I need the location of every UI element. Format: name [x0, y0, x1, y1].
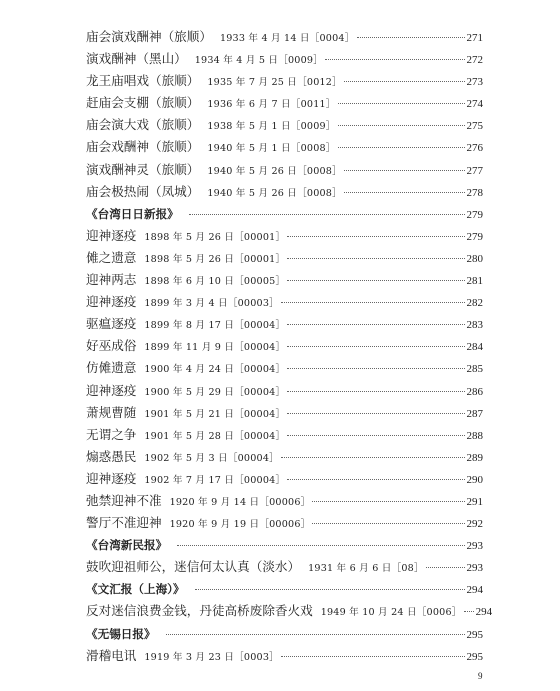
- entry-date: 1900 年 4 月 24 日［00004］: [144, 364, 286, 376]
- entry-date: 1899 年 8 月 17 日［00004］: [144, 320, 286, 332]
- dot-leader: [166, 634, 465, 635]
- entry-page-number: 289: [466, 451, 483, 464]
- entry-page-number: 286: [466, 385, 483, 398]
- entry-page-number: 282: [466, 297, 483, 310]
- toc-section-heading: [86, 534, 483, 556]
- dot-leader: [287, 280, 464, 281]
- dot-leader: [287, 236, 464, 237]
- entry-page-number: 285: [466, 363, 483, 376]
- entry-date: 1902 年 5 月 3 日［00004］: [144, 452, 279, 464]
- dot-leader: [464, 611, 474, 612]
- entry-page-number: 291: [466, 495, 483, 508]
- entry-date: 1898 年 5 月 26 日［00001］: [144, 231, 286, 243]
- toc-entry: [86, 92, 483, 114]
- dot-leader: [325, 59, 464, 60]
- entry-page-number: 271: [466, 32, 483, 44]
- dot-leader: [281, 457, 465, 458]
- toc-section-heading: [86, 578, 483, 600]
- section-title: 《无锡日报》: [86, 626, 156, 641]
- entry-date: 1898 年 5 月 26 日［00001］: [144, 253, 286, 265]
- toc-entry: [86, 490, 483, 512]
- toc-entry: [86, 402, 483, 424]
- entry-page-number: 295: [466, 628, 483, 641]
- entry-page-number: 272: [466, 54, 483, 67]
- entry-page-number: 284: [466, 341, 483, 354]
- entry-date: 1901 年 5 月 28 日［00004］: [144, 430, 286, 442]
- dot-leader: [344, 192, 465, 193]
- dot-leader: [338, 125, 465, 126]
- entry-date: 1938 年 5 月 1 日［0009］: [207, 121, 336, 133]
- entry-title: 龙王庙唱戏（旅顺）: [86, 73, 200, 89]
- entry-date: 1920 年 9 月 14 日［00006］: [169, 496, 311, 508]
- toc-entry: [86, 181, 483, 203]
- entry-title: 迎神逐疫: [86, 227, 137, 243]
- entry-page-number: 278: [466, 186, 483, 199]
- dot-leader: [281, 656, 465, 657]
- toc-entry: [86, 380, 483, 402]
- entry-date: 1936 年 6 月 7 日［0011］: [207, 99, 336, 111]
- dot-leader: [287, 346, 464, 347]
- entry-title: 迎神逐疫: [86, 382, 137, 398]
- entry-title: 傩之遗意: [86, 249, 137, 265]
- entry-title: 萧规曹随: [86, 404, 137, 420]
- entry-date: 1940 年 5 月 26 日［0008］: [207, 165, 342, 177]
- toc-entry: [86, 159, 483, 181]
- entry-date: 1900 年 5 月 29 日［00004］: [144, 386, 286, 398]
- toc-section-heading: [86, 623, 483, 645]
- entry-date: 1935 年 7 月 25 日［0012］: [207, 77, 342, 89]
- dot-leader: [287, 479, 464, 480]
- dot-leader: [189, 214, 465, 215]
- entry-title: 警厅不准迎神: [86, 515, 162, 531]
- dot-leader: [344, 81, 465, 82]
- entry-date: 1949 年 10 月 24 日［0006］: [320, 607, 462, 619]
- toc-entry: [86, 335, 483, 357]
- table-of-contents: [86, 26, 493, 667]
- toc-entry: [86, 357, 483, 379]
- entry-title: 煽惑愚民: [86, 448, 137, 464]
- entry-title: 无谓之争: [86, 426, 137, 442]
- entry-date: 1934 年 4 月 5 日［0009］: [194, 55, 324, 67]
- toc-entry: [86, 48, 483, 70]
- toc-entry: [86, 70, 483, 92]
- toc-entry: [86, 313, 483, 335]
- entry-title: 滑稽电讯: [86, 647, 137, 663]
- entry-title: 迎神逐疫: [86, 470, 137, 486]
- dot-leader: [312, 523, 464, 524]
- entry-page-number: 273: [466, 76, 483, 89]
- dot-leader: [426, 567, 465, 568]
- entry-date: 1931 年 6 月 6 日［08］: [308, 563, 424, 575]
- entry-page-number: 287: [466, 407, 483, 420]
- dot-leader: [357, 37, 465, 38]
- entry-date: 1940 年 5 月 26 日［0008］: [207, 187, 342, 199]
- entry-title: 好巫成俗: [86, 338, 137, 354]
- entry-title: 庙会演戏酬神（旅顺）: [86, 29, 212, 44]
- entry-page-number: 274: [466, 98, 483, 111]
- section-title: 《台湾新民报》: [86, 538, 168, 553]
- toc-entry: [86, 556, 483, 578]
- dot-leader: [195, 589, 465, 590]
- dot-leader: [287, 368, 464, 369]
- dot-leader: [287, 391, 464, 392]
- entry-title: 仿傩遗意: [86, 360, 137, 376]
- toc-entry: [86, 468, 483, 490]
- entry-page-number: 276: [466, 142, 483, 155]
- section-title: 《文汇报（上海）》: [86, 582, 185, 597]
- entry-page-number: 293: [466, 540, 483, 553]
- dot-leader: [287, 258, 464, 259]
- toc-entry: [86, 114, 483, 136]
- dot-leader: [338, 103, 465, 104]
- dot-leader: [287, 413, 464, 414]
- entry-title: 鼓吹迎祖师公，迷信何太认真（淡水）: [86, 559, 301, 575]
- entry-page-number: 277: [466, 164, 483, 177]
- toc-entry: [86, 26, 483, 48]
- entry-page-number: 283: [466, 319, 483, 332]
- toc-entry: [86, 446, 483, 468]
- dot-leader: [287, 324, 464, 325]
- toc-entry: [86, 291, 483, 313]
- toc-entry: [86, 225, 483, 247]
- toc-entry: [86, 645, 483, 667]
- entry-date: 1920 年 9 月 19 日［00006］: [169, 519, 311, 531]
- entry-page-number: 279: [466, 230, 483, 243]
- entry-page-number: 295: [466, 650, 483, 663]
- entry-title: 演戏酬神灵（旅顺）: [86, 161, 200, 177]
- dot-leader: [177, 545, 464, 546]
- entry-title: 庙会戏酬神（旅顺）: [86, 139, 200, 155]
- entry-page-number: 288: [466, 429, 483, 442]
- entry-title: 反对迷信浪费金钱，丹徒高桥废除香火戏: [86, 603, 313, 619]
- toc-entry: [86, 424, 483, 446]
- toc-entry: [86, 247, 483, 269]
- entry-title: 演戏酬神（黑山）: [86, 51, 187, 67]
- dot-leader: [281, 302, 465, 303]
- entry-date: 1899 年 3 月 4 日［00003］: [144, 298, 279, 310]
- section-title: 《台湾日日新报》: [86, 206, 179, 221]
- page-number: 9: [478, 671, 483, 681]
- entry-date: 1940 年 5 月 1 日［0008］: [207, 143, 336, 155]
- entry-title: 弛禁迎神不准: [86, 492, 162, 508]
- entry-title: 赶庙会支棚（旅顺）: [86, 95, 200, 111]
- entry-title: 迎神逐疫: [86, 294, 137, 310]
- entry-page-number: 279: [466, 208, 483, 221]
- dot-leader: [344, 170, 465, 171]
- entry-page-number: 290: [466, 473, 483, 486]
- entry-page-number: 294: [475, 606, 493, 619]
- entry-page-number: 275: [466, 120, 483, 133]
- entry-page-number: 280: [466, 252, 483, 265]
- entry-date: 1933 年 4 月 14 日［0004］: [219, 33, 355, 44]
- entry-page-number: 294: [466, 584, 483, 597]
- toc-entry: [86, 600, 493, 622]
- entry-page-number: 293: [466, 562, 483, 575]
- toc-entry: [86, 269, 483, 291]
- toc-entry: [86, 512, 483, 534]
- entry-date: 1902 年 7 月 17 日［00004］: [144, 474, 286, 486]
- entry-date: 1898 年 6 月 10 日［00005］: [144, 276, 286, 288]
- entry-title: 迎神两志: [86, 272, 137, 288]
- dot-leader: [338, 147, 465, 148]
- entry-date: 1899 年 11 月 9 日［00004］: [144, 342, 286, 354]
- toc-entry: [86, 136, 483, 158]
- entry-date: 1919 年 3 月 23 日［0003］: [144, 651, 279, 663]
- entry-page-number: 281: [466, 275, 483, 288]
- entry-title: 驱瘟逐疫: [86, 316, 137, 332]
- entry-title: 庙会极热闹（凤城）: [86, 183, 200, 199]
- dot-leader: [312, 501, 464, 502]
- entry-date: 1901 年 5 月 21 日［00004］: [144, 408, 286, 420]
- entry-title: 庙会演大戏（旅顺）: [86, 117, 200, 133]
- dot-leader: [287, 435, 464, 436]
- entry-page-number: 292: [466, 518, 483, 531]
- toc-section-heading: [86, 203, 483, 225]
